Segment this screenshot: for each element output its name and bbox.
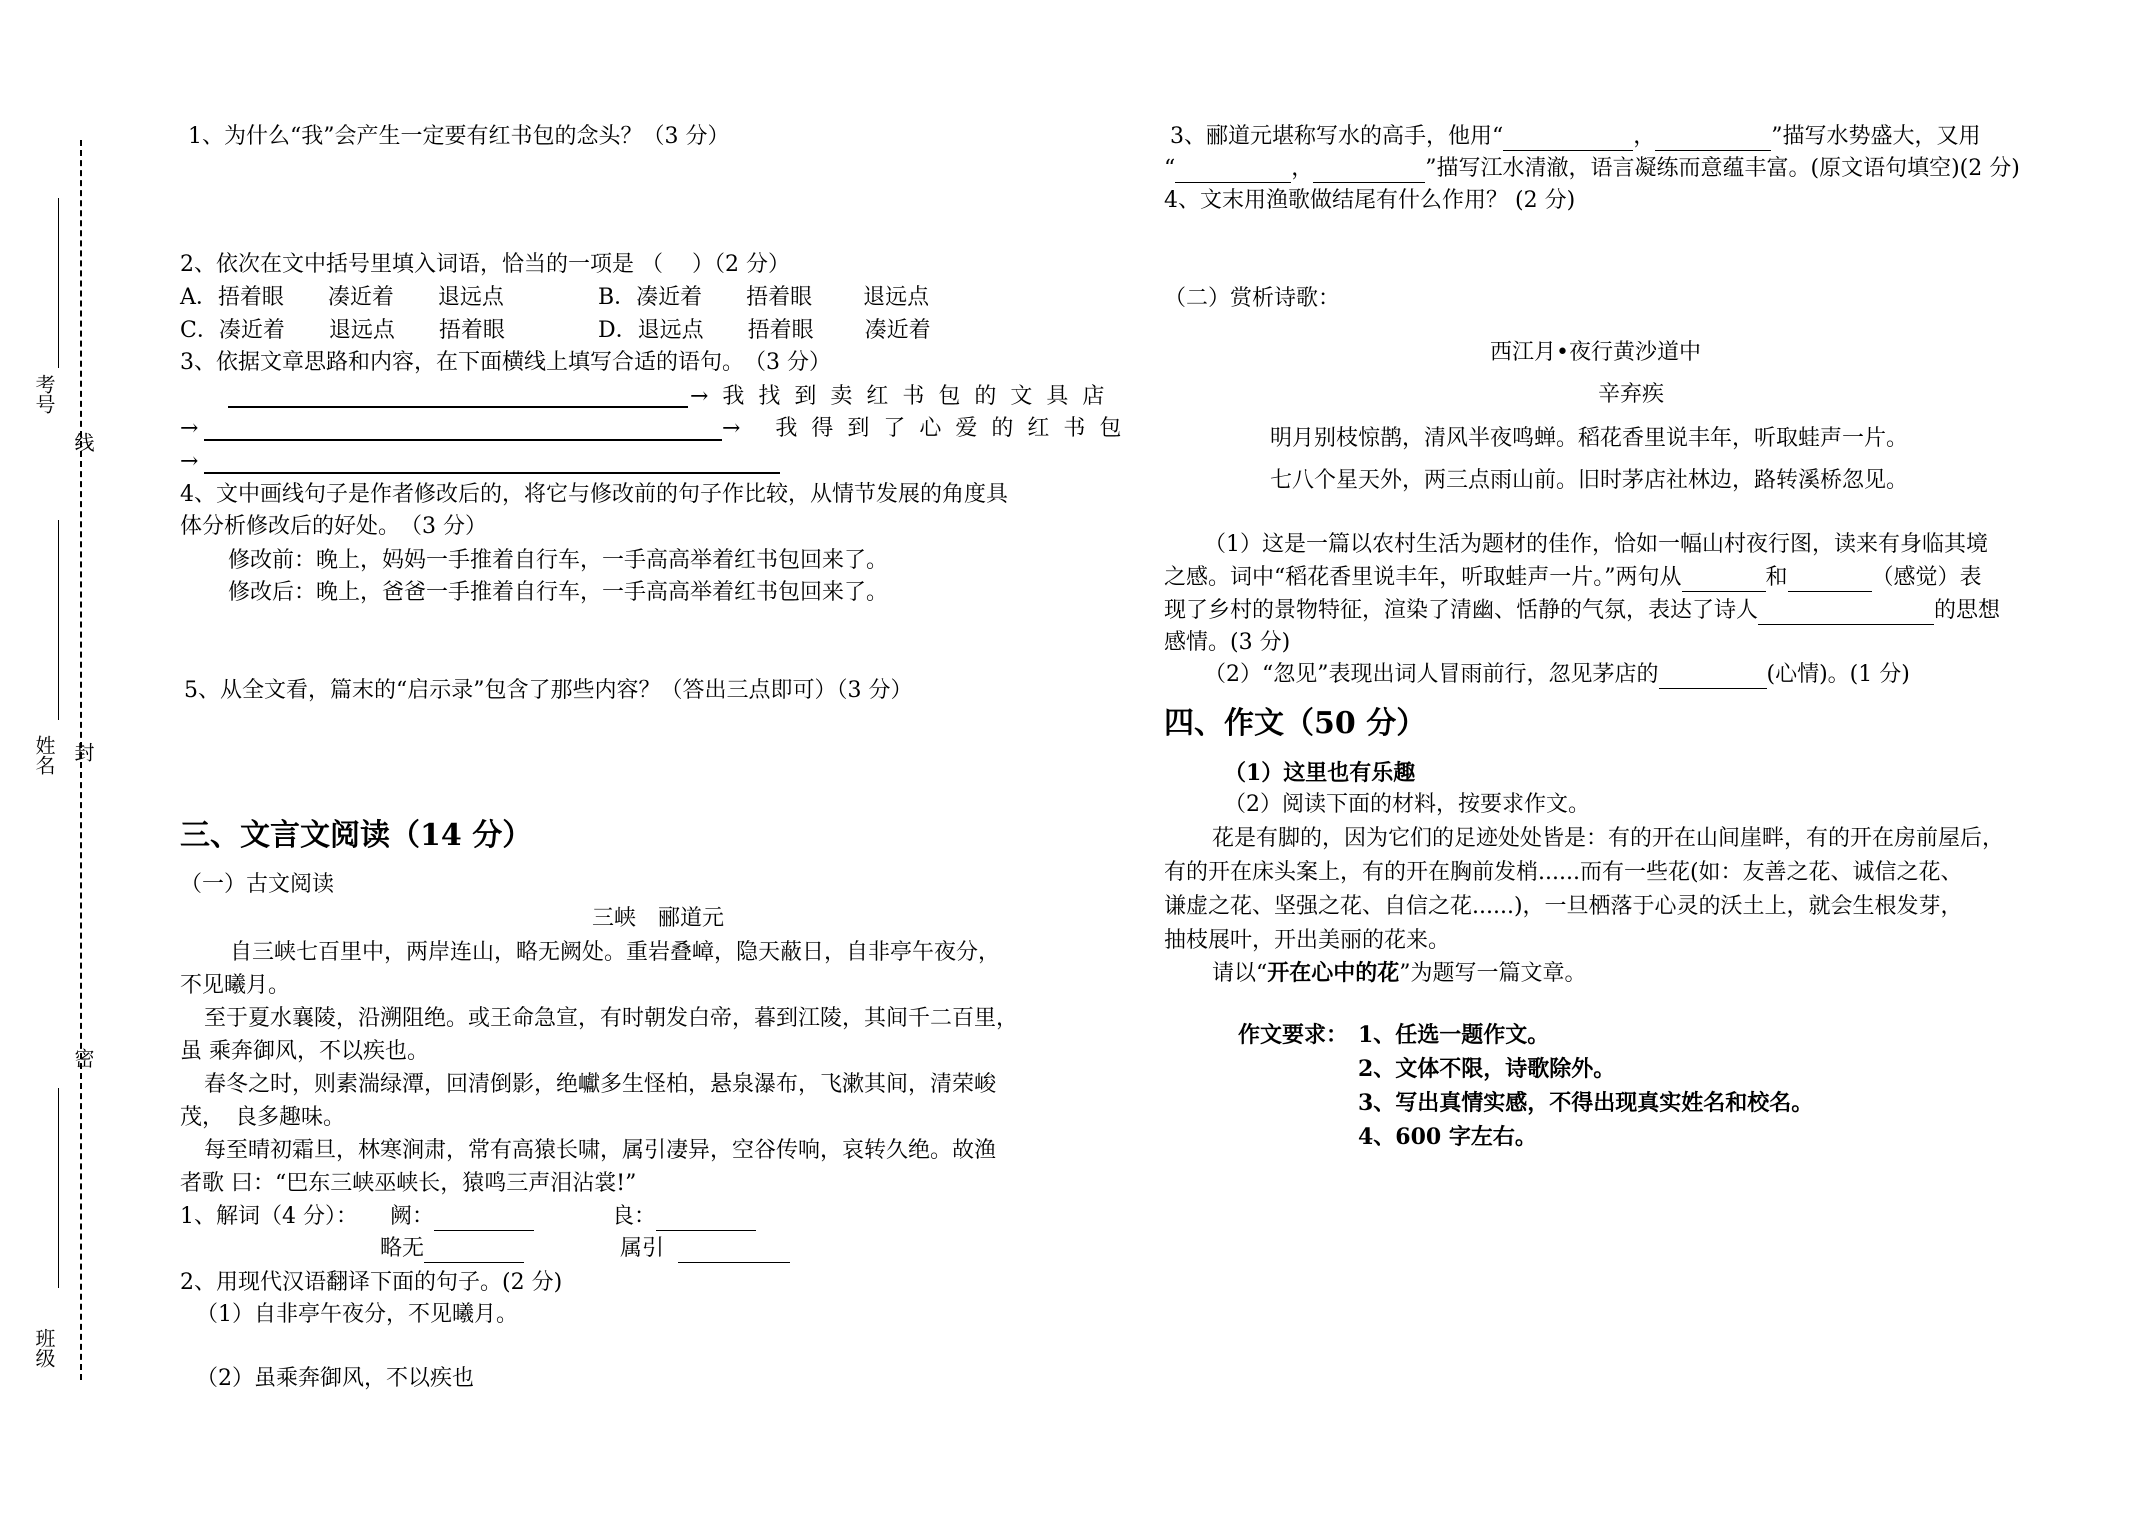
passage-title: 三峡 郦道元: [592, 906, 725, 931]
vocab-question: 1、解词（4 分）：: [180, 1204, 358, 1229]
requirement-2: 2、文体不限，诗歌除外。: [1358, 1056, 1616, 1082]
sequence-step-2: → 我得到了心爱的红书包: [722, 416, 1136, 441]
poem-question-1-line2: [1164, 565, 1982, 592]
poem-blank-1[interactable]: [1682, 565, 1766, 592]
fill-blank-1[interactable]: [1503, 124, 1633, 151]
arrow-3: →: [180, 449, 199, 474]
sequence-step-1: →我找到卖红书包的文具店: [690, 384, 1119, 409]
line-mark: 线: [71, 432, 95, 452]
poem-question-1-text-c: 现了乡村的景物特征，渲染了清幽、恬静的气氛，表达了诗人: [1164, 598, 1759, 623]
question-r3-cont: [1164, 156, 2020, 183]
essay-prompt-c: ”为题写一篇文章。: [1399, 961, 1587, 986]
poem-blank-3[interactable]: [1758, 598, 1934, 625]
option-b: B．凑近着 捂着眼 退远点: [598, 285, 930, 310]
sentence-before: 修改前：晚上，妈妈一手推着自行车，一手高高举着红书包回来了。: [228, 548, 889, 573]
material-line-3: 谦虚之花、坚强之花、自信之花......)，一旦栖落于心灵的沃土上，就会生根发芽，: [1164, 894, 1963, 919]
fill-blank-3[interactable]: [1175, 156, 1291, 183]
vocab-word-1: [390, 1204, 534, 1231]
requirement-1: 1、任选一题作文。: [1358, 1022, 1550, 1048]
answer-blank-1[interactable]: [228, 406, 688, 408]
question-r3-quote: “: [1164, 156, 1176, 181]
question-r3-part1: 3、郦道元堪称写水的高手，他用“: [1170, 124, 1504, 149]
essay-option-2: （2）阅读下面的材料，按要求作文。: [1224, 792, 1590, 817]
poem-author: 辛弃疾: [1598, 382, 1665, 407]
passage-p2: 至于夏水襄陵，沿溯阻绝。或王命急宣，有时朝发白帝，暮到江陵，其间千二百里，: [204, 1006, 1019, 1031]
vocab-blank-1[interactable]: [434, 1204, 534, 1231]
question-r3: [1170, 124, 1981, 151]
subsection-classical: （一）古文阅读: [180, 872, 335, 897]
exam-number-blank: [58, 198, 59, 368]
exam-number-label: 考号: [32, 374, 56, 414]
question-r4: 4、文末用渔歌做结尾有什么作用？ (2 分): [1164, 188, 1576, 213]
vocab-word-2: [612, 1204, 756, 1231]
passage-p3-cont: 茂， 良多趣味。: [180, 1105, 346, 1130]
arrow-2: →: [180, 416, 199, 441]
poem-line-1: 明月别枝惊鹊，清风半夜鸣蝉。稻花香里说丰年，听取蛙声一片。: [1270, 426, 1909, 451]
requirement-4: 4、600 字左右。: [1358, 1124, 1537, 1150]
question-r3-part2: ”描写水势盛大，又用: [1771, 124, 1981, 149]
name-blank: [58, 520, 59, 720]
essay-option-1: （1）这里也有乐趣: [1224, 760, 1416, 786]
poem-question-1-text-a: 之感。词中“稻花香里说丰年，听取蛙声一片。”两句从: [1164, 565, 1682, 590]
vocab-word-4: [620, 1236, 790, 1263]
essay-prompt-a: 请以“: [1212, 961, 1268, 986]
vocab-word-1-label: 阙：: [390, 1204, 435, 1229]
secret-mark: 密: [71, 1048, 95, 1068]
answer-blank-2[interactable]: [204, 439, 722, 441]
passage-p1: 自三峡七百里中，两岸连山，略无阙处。重岩叠嶂，隐天蔽日，自非亭午夜分，: [230, 940, 1001, 965]
question-r3-comma: ，: [1633, 124, 1656, 149]
material-line-4: 抽枝展叶，开出美丽的花来。: [1164, 928, 1451, 953]
poem-question-1-text-b: （感觉）表: [1871, 565, 1982, 590]
vocab-blank-4[interactable]: [678, 1236, 790, 1263]
essay-title: 开在心中的花: [1267, 960, 1400, 986]
question-4-cont: 体分析修改后的好处。 （3 分）: [180, 514, 487, 539]
question-4: 4、文中画线句子是作者修改后的，将它与修改前的句子作比较，从情节发展的角度具: [180, 482, 1008, 507]
vocab-word-3: [380, 1236, 524, 1263]
poem-blank-4[interactable]: [1659, 662, 1767, 689]
translate-sentence-1: （1）自非亭午夜分，不见曦月。: [196, 1302, 518, 1327]
subsection-poem: （二）赏析诗歌：: [1164, 286, 1341, 311]
name-label: 姓名: [32, 735, 56, 775]
question-3: 3、依据文章思路和内容，在下面横线上填写合适的语句。 （3 分）: [180, 350, 831, 375]
poem-title: 西江月•夜行黄沙道中: [1490, 340, 1701, 365]
poem-question-1-line3: [1164, 598, 2000, 625]
requirements-label: 作文要求：: [1238, 1022, 1349, 1048]
poem-question-1-text-d: 的思想: [1934, 598, 2001, 623]
poem-question-2-text: （2）“忽见”表现出词人冒雨前行，忽见茅店的: [1204, 662, 1659, 687]
option-a: A．捂着眼 凑近着 退远点: [180, 285, 504, 310]
essay-prompt: [1212, 960, 1587, 987]
translate-question: 2、用现代汉语翻译下面的句子。(2 分): [180, 1270, 563, 1295]
translate-sentence-2: （2）虽乘奔御风，不以疾也: [196, 1366, 474, 1391]
requirement-3: 3、写出真情实感，不得出现真实姓名和校名。: [1358, 1090, 1814, 1116]
vocab-blank-2[interactable]: [656, 1204, 756, 1231]
fill-blank-4[interactable]: [1313, 156, 1425, 183]
vocab-word-4-label: 属引: [620, 1236, 665, 1261]
poem-question-1-line4: 感情。(3 分): [1164, 630, 1291, 655]
poem-blank-2[interactable]: [1788, 565, 1872, 592]
passage-p4-cont: 者歌 曰：“巴东三峡巫峡长，猿鸣三声泪沾裳!”: [180, 1171, 637, 1196]
passage-p3: 春冬之时，则素湍绿潭，回清倒影，绝巘多生怪柏，悬泉瀑布，飞漱其间，清荣峻: [204, 1072, 997, 1097]
poem-line-2: 七八个星天外，两三点雨山前。旧时茅店社林边，路转溪桥忽见。: [1270, 468, 1909, 493]
question-5: 5、从全文看，篇末的“启示录”包含了那些内容？（答出三点即可）（3 分）: [184, 678, 913, 703]
vocab-blank-3[interactable]: [424, 1236, 524, 1263]
poem-question-1: （1）这是一篇以农村生活为题材的佳作，恰如一幅山村夜行图，读来有身临其境: [1204, 532, 1988, 557]
material-line-1: 花是有脚的，因为它们的足迹处处皆是：有的开在山间崖畔，有的开在房前屋后，: [1212, 826, 2005, 851]
vocab-word-3-label: 略无: [380, 1236, 425, 1261]
vocab-word-2-label: 良：: [612, 1204, 657, 1229]
passage-p4: 每至晴初霜旦，林寒涧肃，常有高猿长啸，属引凄异，空谷传响，哀转久绝。故渔: [204, 1138, 997, 1163]
section-4-title: 四、作文（50 分）: [1164, 706, 1427, 741]
answer-blank-3[interactable]: [204, 472, 780, 474]
material-line-2: 有的开在床头案上，有的开在胸前发梢......而有一些花(如：友善之花、诚信之花、: [1164, 860, 1963, 885]
class-label: 班级: [32, 1328, 56, 1368]
option-d: D．退远点 捂着眼 凑近着: [598, 318, 931, 343]
fill-blank-2[interactable]: [1655, 124, 1771, 151]
class-blank: [58, 1088, 59, 1288]
passage-p1-cont: 不见曦月。: [180, 973, 291, 998]
option-c: C．凑近着 退远点 捂着眼: [180, 318, 505, 343]
question-r3-comma2: ，: [1291, 156, 1314, 181]
sentence-after: 修改后：晚上，爸爸一手推着自行车，一手高高举着红书包回来了。: [228, 580, 889, 605]
section-3-title: 三、文言文阅读（14 分）: [180, 818, 533, 853]
passage-p2-cont: 虽 乘奔御风，不以疾也。: [180, 1039, 429, 1064]
seal-mark: 封: [71, 742, 95, 762]
question-1: 1、为什么“我”会产生一定要有红书包的念头？（3 分）: [188, 124, 730, 149]
poem-question-2-end: (心情)。(1 分): [1766, 662, 1910, 687]
question-2: 2、依次在文中括号里填入词语，恰当的一项是 （ ）（2 分）: [180, 252, 790, 277]
question-r3-part3: ”描写江水清澈，语言凝练而意蕴丰富。(原文语句填空)(2 分): [1425, 156, 2020, 181]
poem-question-1-and: 和: [1765, 565, 1788, 590]
poem-question-2: [1204, 662, 1910, 689]
